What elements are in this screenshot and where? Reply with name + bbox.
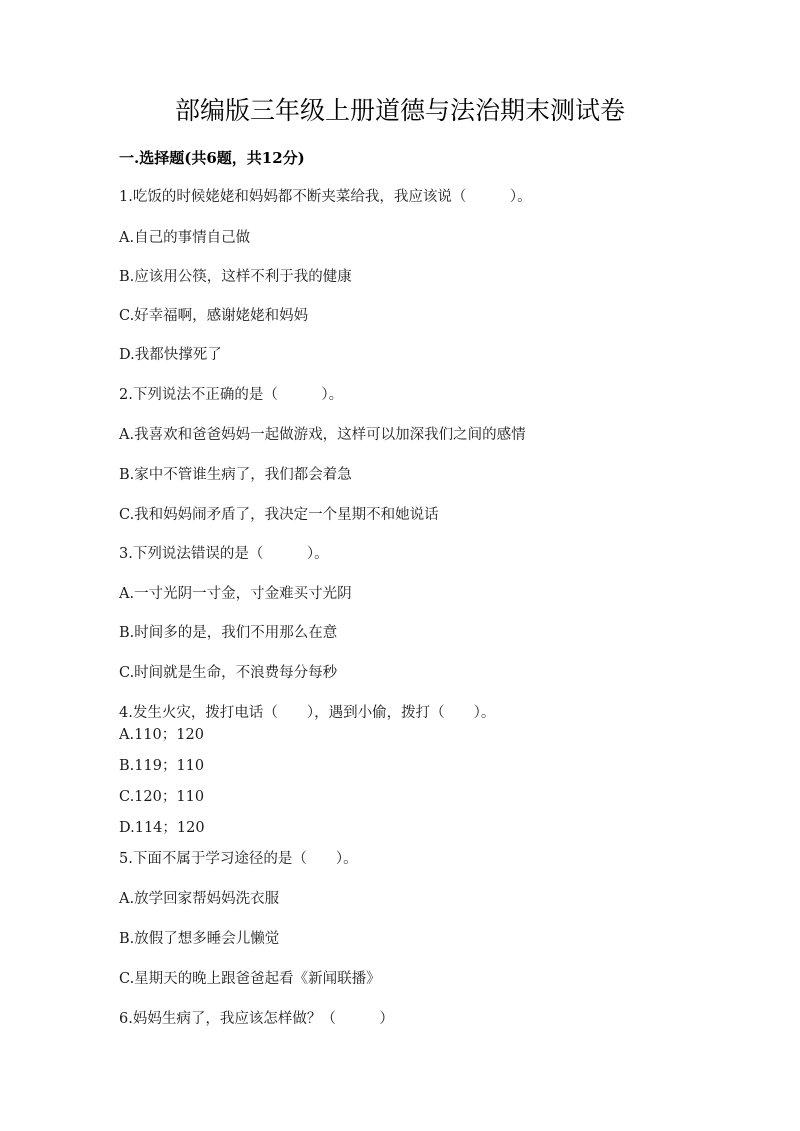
question-1-option-c: C.好幸福啊，感谢姥姥和妈妈 <box>119 308 309 324</box>
question-6-stem: 6.妈妈生病了，我应该怎样做？（ ） <box>119 1011 394 1027</box>
question-1-option-d: D.我都快撑死了 <box>119 347 222 363</box>
question-5-option-c: C.星期天的晚上跟爸爸起看《新闻联播》 <box>119 971 381 987</box>
page-title: 部编版三年级上册道德与法治期末测试卷 <box>174 96 625 125</box>
question-1-option-a: A.自己的事情自己做 <box>119 230 251 246</box>
question-2-option-c: C.我和妈妈闹矛盾了，我决定一个星期不和她说话 <box>119 507 439 523</box>
section-heading: 一.选择题(共6题，共12分) <box>119 149 305 167</box>
question-5-stem: 5.下面不属于学习途径的是（ ）。 <box>119 851 358 867</box>
question-2-option-b: B.家中不管谁生病了，我们都会着急 <box>119 467 352 483</box>
question-3-stem: 3.下列说法错误的是（ ）。 <box>119 546 329 562</box>
question-4-option-a: A.110；120 <box>119 727 204 743</box>
question-4-stem: 4.发生火灾，拨打电话（ ），遇到小偷，拨打（ ）。 <box>119 705 496 721</box>
question-3-option-a: A.一寸光阴一寸金，寸金难买寸光阴 <box>119 586 352 602</box>
question-2-stem: 2.下列说法不正确的是（ ）。 <box>119 387 344 403</box>
question-3-option-c: C.时间就是生命，不浪费每分每秒 <box>119 665 338 681</box>
question-3-option-b: B.时间多的是，我们不用那么在意 <box>119 625 338 641</box>
question-5-option-a: A.放学回家帮妈妈洗衣服 <box>119 891 280 907</box>
question-4-option-c: C.120；110 <box>119 789 205 805</box>
question-1-stem: 1.吃饭的时候姥姥和妈妈都不断夹菜给我，我应该说（ ）。 <box>119 189 532 205</box>
question-2-option-a: A.我喜欢和爸爸妈妈一起做游戏，这样可以加深我们之间的感情 <box>119 427 526 443</box>
question-4-option-d: D.114；120 <box>119 820 205 836</box>
question-5-option-b: B.放假了想多睡会儿懒觉 <box>119 931 280 947</box>
question-4-option-b: B.119；110 <box>119 758 205 774</box>
question-1-option-b: B.应该用公筷，这样不利于我的健康 <box>119 269 352 285</box>
